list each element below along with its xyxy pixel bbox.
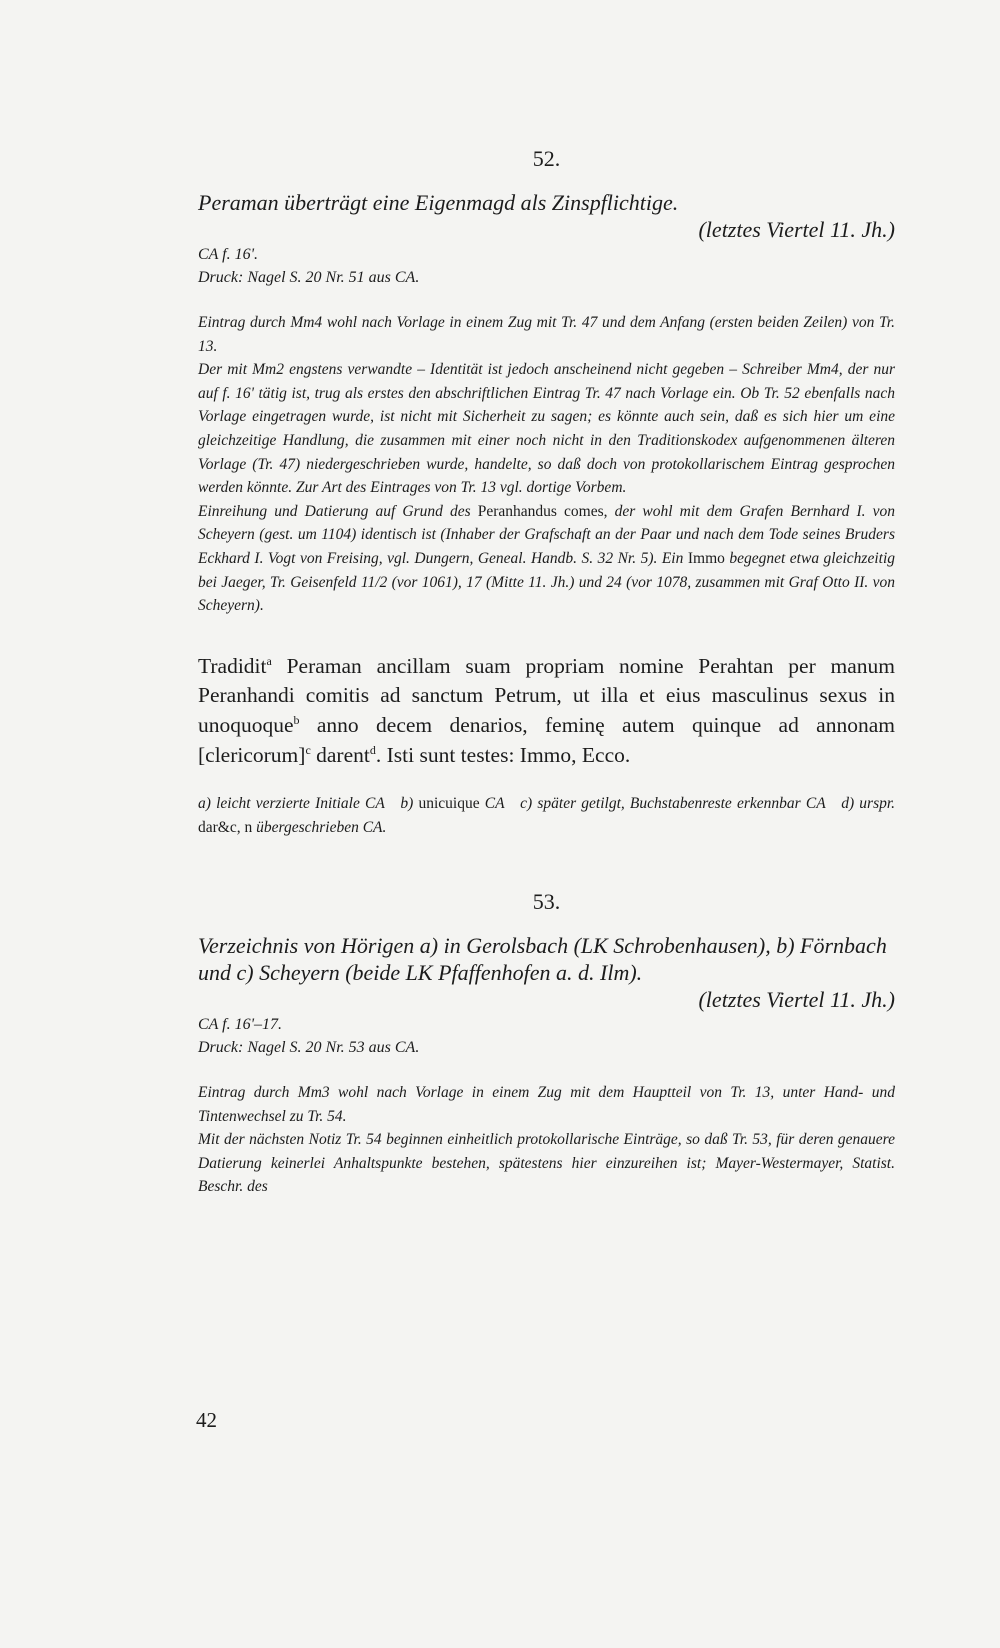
print-reference: Druck: Nagel S. 20 Nr. 51 aus CA.	[198, 269, 420, 286]
quoted-name: Peranhandus comes,	[477, 502, 608, 520]
text-run: darent	[310, 742, 370, 767]
footnote-marker: b	[293, 712, 300, 727]
footnote-d-source: übergeschrieben CA.	[256, 819, 387, 837]
footnote-b-label: b)	[400, 795, 414, 813]
latin-text	[198, 652, 895, 770]
entry-title: Peraman überträgt eine Eigenmagd als Zinspflichtige.	[198, 190, 679, 215]
note-text: der wohl mit dem Grafen Bernhard I. von Scheyern (gest. um 1104) identisch ist (Inhaber der Grafschaft an der Paar und nach dem Tode seines Bruders Eckhard I. Vogt von Freising, vgl. Dungern, Geneal. Handb. S. 32 Nr. 5). Ein	[198, 502, 895, 567]
preliminary-note: Der mit Mm2 engstens verwandte – Identität ist jedoch anscheinend nicht gegeben – Schreiber Mm4, der nur auf f. 16' tätig ist, trug als erstes den abschriftlichen Eintrag Tr. 47 nach Vorlage ein. Ob Tr. 52 ebenfalls nach Vorlage eingetragen wurde, ist nicht mit Sicherheit zu sagen; es könnte auch sein, daß es sich hier um eine gleichzeitige Handlung, die zusammen mit einer noch nicht in den Traditionskodex aufgenommenen älteren Vorlage (Tr. 47) niedergeschrieben wurde, handelte, so daß doch von protokollarischem Eintrag gesprochen werden könnte. Zur Art des Eintrages von Tr. 13 vgl. dortige Vorbem.	[198, 361, 895, 497]
footnote-b-reading: unicuique	[418, 795, 480, 813]
footnote-marker: c	[305, 742, 311, 757]
preliminary-note: Mit der nächsten Notiz Tr. 54 beginnen einheitlich protokollarische Einträge, so daß Tr. 53, für deren genauere Datierung keinerlei Anhaltspunkte bestehen, spätestens hier einzureihen ist; Mayer-Westermayer, Statist. Beschr. des	[198, 1131, 895, 1196]
preliminary-note: Eintrag durch Mm4 wohl nach Vorlage in einem Zug mit Tr. 47 und dem Anfang (ersten beiden Zeilen) von Tr. 13.	[198, 314, 895, 355]
text-run: Tradidit	[198, 653, 267, 678]
entry-53	[198, 888, 895, 1199]
footnote-marker: d	[369, 742, 376, 757]
entry-dating: (letztes Viertel 11. Jh.)	[698, 987, 895, 1013]
footnote-d-label: d) urspr.	[841, 795, 896, 813]
page-number: 42	[196, 1408, 217, 1432]
note-text: Einreihung und Datierung auf Grund des	[198, 502, 471, 520]
entry-number: 52.	[532, 146, 561, 171]
note-text: begegnet etwa gleichzeitig bei Jaeger, Tr. Geisenfeld 11/2 (vor 1061), 17 (Mitte 11. Jh.) und 24 (vor 1078, zusammen mit Graf Otto II. von Scheyern).	[198, 549, 895, 615]
footnote-marker: a	[266, 653, 272, 668]
entry-52	[198, 145, 895, 840]
preliminary-note: Eintrag durch Mm3 wohl nach Vorlage in einem Zug mit dem Hauptteil von Tr. 13, unter Hand- und Tintenwechsel zu Tr. 54.	[198, 1084, 895, 1125]
entry-dating: (letztes Viertel 11. Jh.)	[698, 217, 895, 242]
footnotes	[198, 792, 895, 840]
entry-number: 53.	[532, 889, 561, 915]
quoted-name: Immo	[687, 549, 725, 567]
text-run: anno decem denarios, feminę autem quinque ad annonam [clericorum]	[198, 712, 895, 767]
footnote-a: a) leicht verzierte Initiale CA	[198, 795, 385, 813]
footnote-d-reading: dar&c, n	[198, 819, 253, 837]
page-content	[198, 145, 895, 1199]
manuscript-source: CA f. 16'.	[198, 246, 259, 263]
dating-note	[198, 500, 895, 618]
text-run: Peraman ancillam suam propriam nomine Perahtan per manum Peranhandi comitis ad sanctum Petrum, ut illa et eius masculinus sexus in unoquoque	[198, 653, 895, 737]
manuscript-source: CA f. 16'–17.	[198, 1016, 283, 1034]
footnote-c: c) später getilgt, Buchstabenreste erkennbar CA	[520, 795, 826, 813]
entry-title: Verzeichnis von Hörigen a) in Gerolsbach (LK Schrobenhausen), b) Förnbach und c) Scheyern (beide LK Pfaffenhofen a. d. Ilm).	[198, 933, 887, 986]
print-reference: Druck: Nagel S. 20 Nr. 53 aus CA.	[198, 1039, 420, 1057]
text-run: . Isti sunt testes: Immo, Ecco.	[375, 742, 631, 767]
footnote-b-source: CA	[484, 795, 505, 813]
